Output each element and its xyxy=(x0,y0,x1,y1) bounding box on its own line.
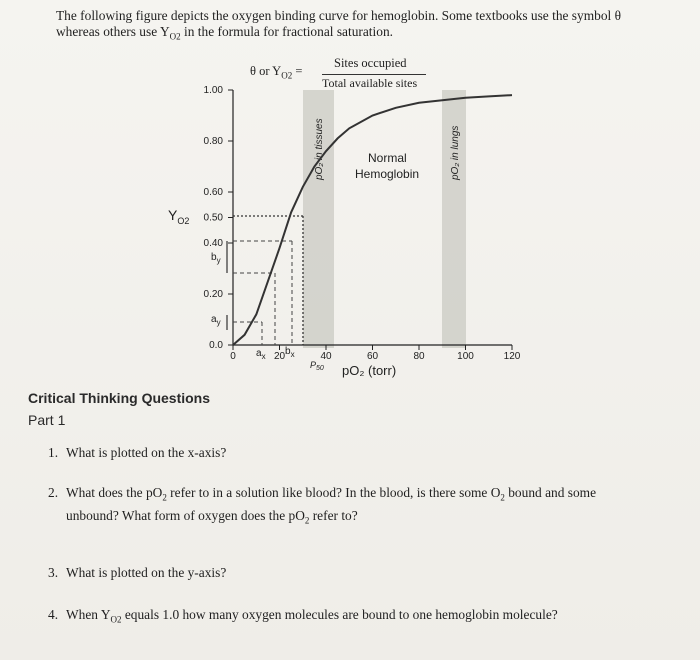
y-tick-label: 0.0 xyxy=(209,340,223,351)
x-tick-label: 40 xyxy=(320,351,332,362)
x-tick-label: 0 xyxy=(230,351,236,362)
bx-label: $b_x$ xyxy=(285,346,295,359)
curve-label-line2: Hemoglobin xyxy=(355,167,420,181)
x-tick-label: 80 xyxy=(413,351,425,362)
y-tick-label: 0.80 xyxy=(203,136,223,147)
x-axis-label: pO₂ (torr) xyxy=(342,363,397,378)
x-tick-label: 100 xyxy=(457,351,474,362)
tissues-band-label: pO₂ in tissues xyxy=(314,118,325,180)
intro-line-2: whereas others use $Y_{O2}$ in the formula for fractional saturation. xyxy=(56,24,393,42)
y-tick-label: 0.60 xyxy=(203,187,223,198)
section-title: Critical Thinking Questions xyxy=(28,390,211,406)
y-axis-label: $Y_{O2}$ xyxy=(168,207,190,226)
question-1: 1. What is plotted on the x-axis? xyxy=(48,445,227,460)
x-tick-label: 60 xyxy=(366,351,379,362)
y-tick-label: 0.20 xyxy=(203,289,223,300)
formula-numerator: Sites occupied xyxy=(334,56,407,70)
intro-line-1: The following figure depicts the oxygen binding curve for hemoglobin. Some textbooks use the symbol θ xyxy=(56,8,622,23)
y-tick-label: 0.40 xyxy=(203,238,223,249)
by-label: $b_y$ xyxy=(211,252,221,265)
axis-ticks xyxy=(204,85,521,362)
part-label: Part 1 xyxy=(28,412,66,428)
question-4: 4. When $Y_{O2}$ equals 1.0 how many oxygen molecules are bound to one hemoglobin molecule? xyxy=(48,607,558,625)
hemoglobin-curve xyxy=(233,95,512,345)
formula-lhs: θ or $Y_{O2}$ = xyxy=(250,64,303,81)
ax-label: $a_x$ xyxy=(256,348,266,361)
x-tick-label: 120 xyxy=(503,351,521,362)
y-tick-label: 0.50 xyxy=(203,212,223,224)
ay-label: $a_y$ xyxy=(211,314,221,327)
question-3: 3. What is plotted on the y-axis? xyxy=(48,565,227,580)
p50-label: $P_{50}$ xyxy=(310,360,324,372)
lungs-band-label: pO₂ in lungs xyxy=(450,125,461,180)
y-tick-label: 1.00 xyxy=(203,85,223,96)
x-tick-label: 20 xyxy=(273,351,286,362)
formula-denominator: Total available sites xyxy=(322,76,418,90)
question-2: 2. What does the $pO_2$ refer to in a solution like blood? In the blood, is there some $O_2$ bound and some unbound? What form of oxygen does the $pO_2$ refer to? xyxy=(48,485,597,526)
curve-label-line1: Normal xyxy=(368,151,407,165)
